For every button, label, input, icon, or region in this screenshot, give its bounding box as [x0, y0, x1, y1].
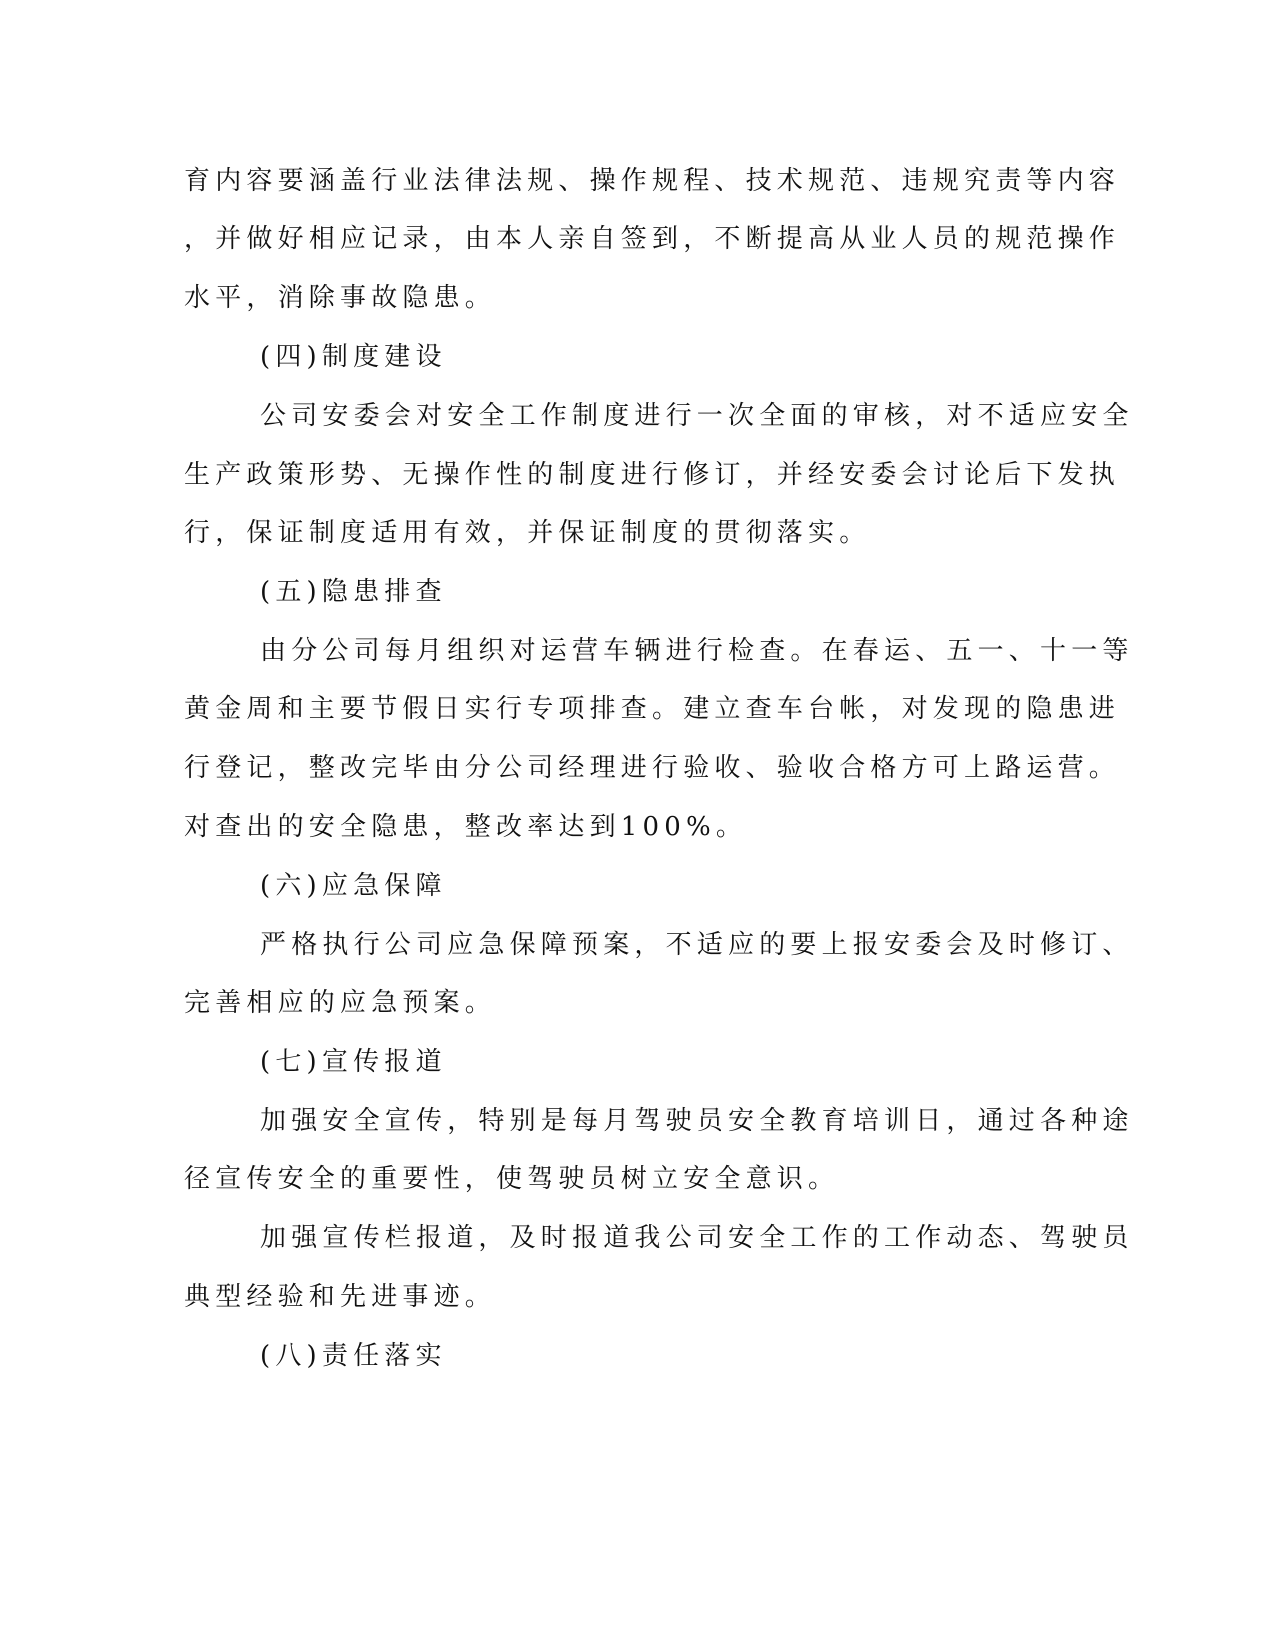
body-text-line: 行登记，整改完毕由分公司经理进行验收、验收合格方可上路运营。: [184, 753, 1121, 783]
body-text-line: 生产政策形势、无操作性的制度进行修订，并经安委会讨论后下发执: [184, 460, 1121, 490]
section-heading: (八)责任落实: [260, 1341, 447, 1371]
body-text-line: ，并做好相应记录，由本人亲自签到，不断提高从业人员的规范操作: [184, 224, 1121, 254]
body-text-line: 完善相应的应急预案。: [184, 988, 497, 1018]
body-text-line: 行，保证制度适用有效，并保证制度的贯彻落实。: [184, 518, 871, 548]
paragraph-first-line: 加强宣传栏报道，及时报道我公司安全工作的工作动态、驾驶员: [260, 1223, 1134, 1253]
body-text-line: 径宣传安全的重要性，使驾驶员树立安全意识。: [184, 1164, 840, 1194]
paragraph-first-line: 公司安委会对安全工作制度进行一次全面的审核，对不适应安全: [260, 401, 1134, 431]
body-text-line: 育内容要涵盖行业法律法规、操作规程、技术规范、违规究责等内容: [184, 166, 1121, 196]
section-heading: (四)制度建设: [260, 342, 447, 372]
section-heading: (六)应急保障: [260, 871, 447, 901]
body-text-line: 水平，消除事故隐患。: [184, 283, 497, 313]
section-heading: (五)隐患排查: [260, 577, 447, 607]
paragraph-first-line: 加强安全宣传，特别是每月驾驶员安全教育培训日，通过各种途: [260, 1106, 1134, 1136]
paragraph-first-line: 严格执行公司应急保障预案，不适应的要上报安委会及时修订、: [260, 930, 1134, 960]
body-text-line: 对查出的安全隐患，整改率达到100%。: [184, 812, 748, 842]
body-text-line: 黄金周和主要节假日实行专项排查。建立查车台帐，对发现的隐患进: [184, 694, 1121, 724]
body-text-line: 典型经验和先进事迹。: [184, 1282, 497, 1312]
paragraph-first-line: 由分公司每月组织对运营车辆进行检查。在春运、五一、十一等: [260, 636, 1134, 666]
section-heading: (七)宣传报道: [260, 1047, 447, 1077]
